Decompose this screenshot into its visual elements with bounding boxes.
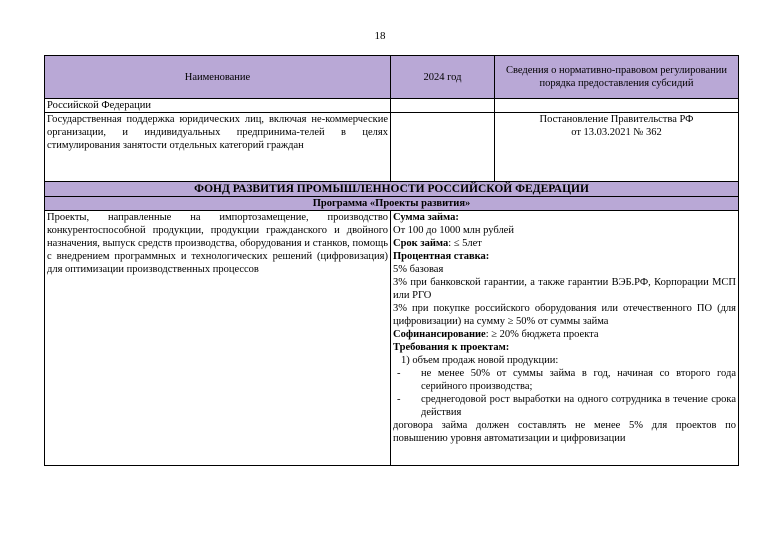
table-row	[45, 113, 739, 182]
program-title: Программа «Проекты развития»	[45, 197, 739, 211]
dash-marker: -	[397, 394, 401, 405]
header-regulation: Сведения о нормативно-правовом регулировании порядка предоставления субсидий	[495, 56, 739, 99]
req-dash-text-2: среднегодовой рост выработки на одного сотрудника в течение срока действия	[421, 394, 736, 418]
req-tail: договора займа должен составлять не менее 5% для проектов по повышению уровня автоматизации и цифровизации	[393, 420, 736, 444]
cofin-value: : ≥ 20% бюджета проекта	[485, 329, 599, 340]
regulation-line-1: Постановление Правительства РФ	[539, 114, 694, 125]
term-value: : ≤ 5лет	[448, 238, 482, 249]
rate-1: 5% базовая	[393, 264, 444, 275]
fund-title-row	[45, 182, 739, 197]
rate-3: 3% при покупке российского оборудования или отечественного ПО (для цифровизации) на сумму ≥ 50% от суммы займа	[393, 303, 736, 327]
dash-marker: -	[397, 368, 401, 379]
program-row	[45, 211, 739, 466]
header-row	[45, 56, 739, 99]
rate-2: 3% при банковской гарантии, а также гарантии ВЭБ.РФ, Корпорации МСП или РГО	[393, 277, 736, 301]
subsidy-table	[44, 55, 739, 466]
support-regulation	[495, 113, 739, 182]
rate-label: Процентная ставка:	[393, 251, 490, 262]
req-dash-text-1: не менее 50% от суммы займа в год, начиная со второго года серийного производства;	[421, 368, 736, 392]
req-label: Требования к проектам:	[393, 342, 510, 353]
req-dash-item-1	[393, 367, 736, 393]
loan-label: Сумма займа:	[393, 212, 459, 223]
term-line	[393, 237, 736, 250]
cofin-line	[393, 328, 736, 341]
support-year	[391, 113, 495, 182]
term-label: Срок займа	[393, 238, 449, 249]
header-year: 2024 год	[391, 56, 495, 99]
fund-title: ФОНД РАЗВИТИЯ ПРОМЫШЛЕННОСТИ РОССИЙСКОЙ ФЕДЕРАЦИИ	[45, 182, 739, 197]
support-name: Государственная поддержка юридических лиц, включая не-коммерческие организации, и индивидуальных предпринима-телей в целях стимулирования занятости отдельных категорий граждан	[45, 113, 391, 182]
row-rf-year	[391, 99, 495, 113]
req-1: 1) объем продаж новой продукции:	[401, 355, 559, 366]
program-description: Проекты, направленные на импортозамещение, производство конкурентоспособной продукции, продукции гражданского и двойного назначения, выпуск средств производства, оборудования и станков, помощь с внедрением программных и технологических решений (цифровизация) для оптимизации производственных процессов	[45, 211, 391, 466]
cofin-label: Софинансирование	[393, 329, 486, 340]
loan-value: От 100 до 1000 млн рублей	[393, 225, 514, 236]
req-dash-item-2	[393, 393, 736, 419]
row-rf-name: Российской Федерации	[45, 99, 391, 113]
table-row	[45, 99, 739, 113]
header-name: Наименование	[45, 56, 391, 99]
regulation-line-2: от 13.03.2021 № 362	[571, 127, 662, 138]
program-title-row	[45, 197, 739, 211]
row-rf-regulation	[495, 99, 739, 113]
page-number: 18	[374, 30, 386, 42]
program-terms	[391, 211, 739, 466]
